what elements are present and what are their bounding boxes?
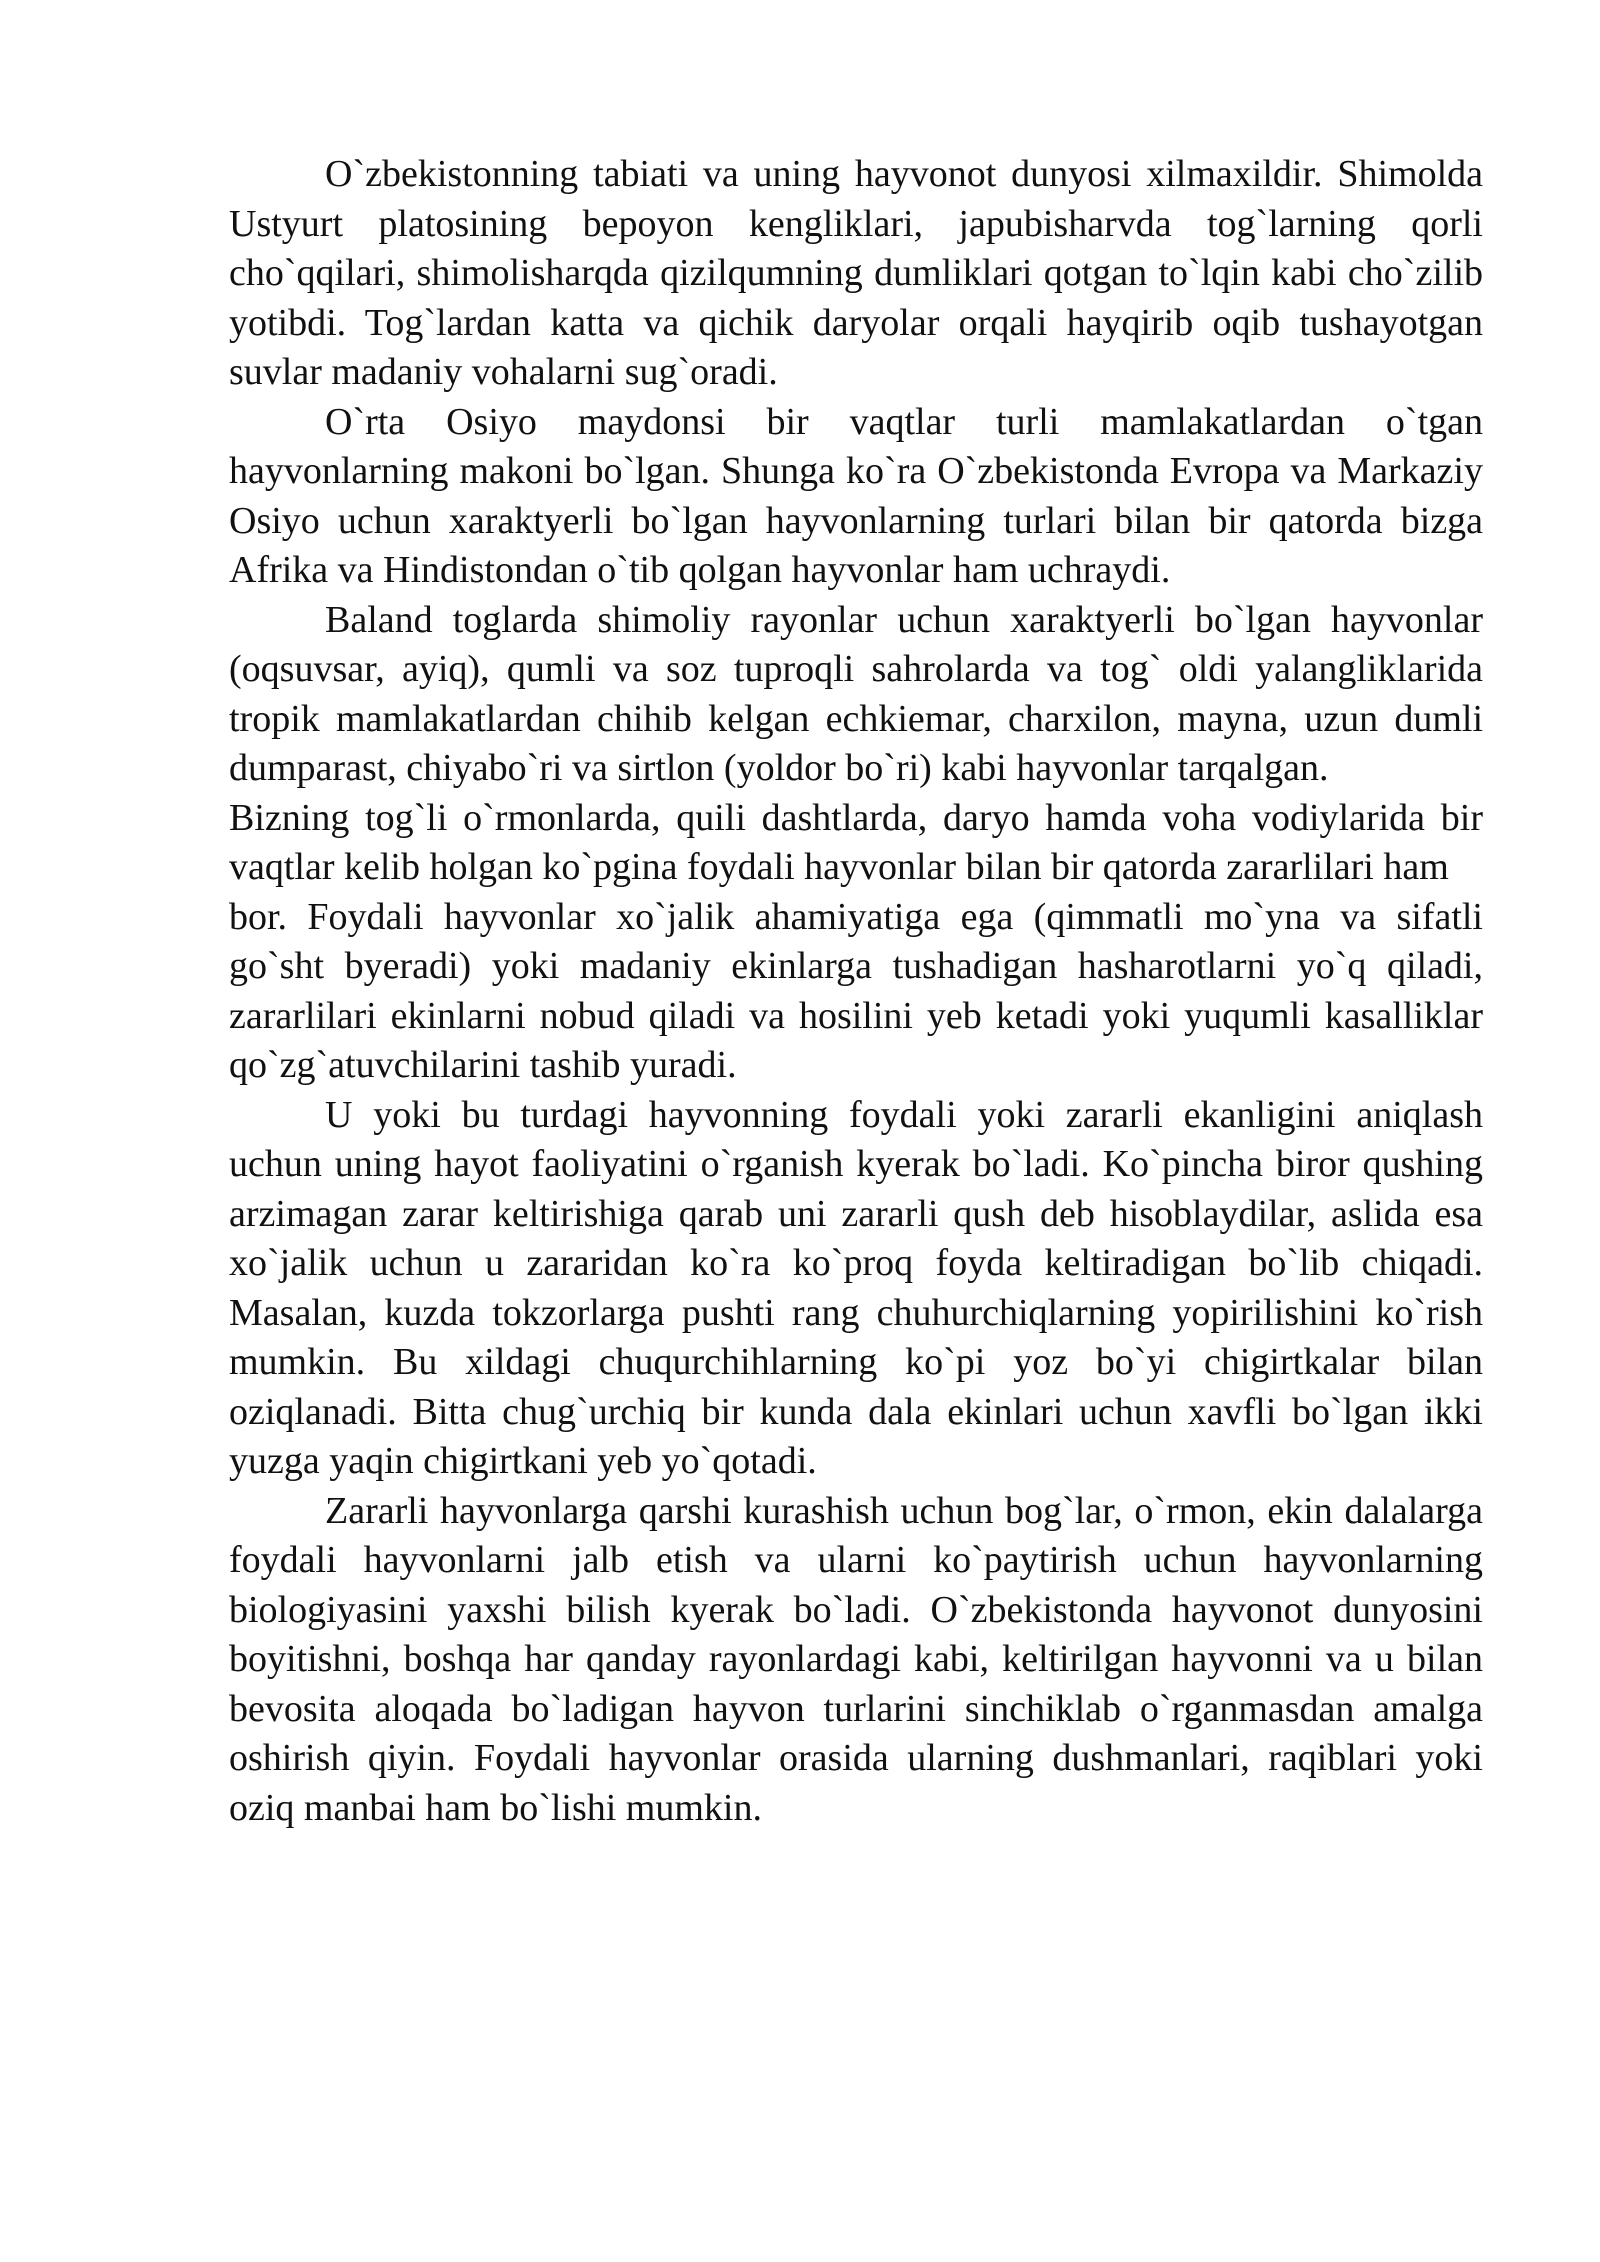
- paragraph-harm-benefit: U yoki bu turdagi hayvonning foydali yoki zararli ekanligini aniqlash uchun uning hayot faoliyatini o`rganish kyerak bo`ladi. Ko`pincha biror qushing arzimagan zarar keltirishiga qarab uni zararli qush deb hisoblaydilar, aslida esa xo`jalik uchun u zararidan ko`ra ko`proq foyda keltiradigan bo`lib chiqadi. Masalan, kuzda tokzorlarga pushti rang chuhurchiqlarning yopirilishini ko`rish mumkin. Bu xildagi chuqurchihlarning ko`pi yoz bo`yi chigirtkalar bilan oziqlanadi. Bitta chug`urchiq bir kunda dala ekinlari uchun xavfli bo`lgan ikki yuzga yaqin chigirtkani yeb yo`qotadi.: [229, 1093, 1483, 1482]
- paragraph-central-asia: O`rta Osiyo maydonsi bir vaqtlar turli mamlakatlardan o`tgan hayvonlarning makoni bo`lgan. Shunga ko`ra O`zbekistonda Evropa va Markaziy Osiyo uchun xaraktyerli bo`lgan hayvonlarning turlari bilan bir qatorda bizga Afrika va Hindistondan o`tib qolgan hayvonlar ham uchraydi.: [229, 400, 1483, 591]
- document-body: [229, 150, 1483, 1833]
- paragraph-mountains: Baland toglarda shimoliy rayonlar uchun xaraktyerli bo`lgan hayvonlar (oqsuvsar, ayiq), qumli va soz tuproqli sahrolarda va tog` oldi yalangliklarida tropik mamlakatlardan chihib kelgan echkiemar, charxilon, mayna, uzun dumli dumparast, chiyabo`ri va sirtlon (yoldor bo`ri) kabi hayvonlar tarqalgan.: [229, 598, 1483, 789]
- paragraph-useful-animals: bor. Foydali hayvonlar xo`jalik ahamiyatiga ega (qimmatli mo`yna va sifatli go`sht byeradi) yoki madaniy ekinlarga tushadigan hasharotlarni yo`q qiladi, zararlilari ekinlarni nobud qiladi va hosilini yeb ketadi yoki yuqumli kasalliklar qo`zg`atuvchilarini tashib yuradi.: [229, 895, 1483, 1086]
- paragraph-pest-control: Zararli hayvonlarga qarshi kurashish uchun bog`lar, o`rmon, ekin dalalarga foydali hayvonlarni jalb etish va ularni ko`paytirish uchun hayvonlarning biologiyasini yaxshi bilish kyerak bo`ladi. O`zbekistonda hayvonot dunyosini boyitishni, boshqa har qanday rayonlardagi kabi, keltirilgan hayvonni va u bilan bevosita aloqada bo`ladigan hayvon turlarini sinchiklab o`rganmasdan amalga oshirish qiyin. Foydali hayvonlar orasida ularning dushmanlari, raqiblari yoki oziq manbai ham bo`lishi mumkin.: [229, 1489, 1483, 1829]
- paragraph-forests: Bizning tog`li o`rmonlarda, quili dashtlarda, daryo hamda voha vodiylarida bir vaqtlar kelib holgan ko`pgina foydali hayvonlar bilan bir qatorda zararlilari ham: [229, 796, 1483, 888]
- paragraph-intro: O`zbekistonning tabiati va uning hayvonot dunyosi xilmaxildir. Shimolda Ustyurt platosining bepoyon kengliklari, japubisharvda tog`larning qorli cho`qqilari, shimolisharqda qizilqumning dumliklari qotgan to`lqin kabi cho`zilib yotibdi. Tog`lardan katta va qichik daryolar orqali hayqirib oqib tushayotgan suvlar madaniy vohalarni sug`oradi.: [229, 153, 1483, 393]
